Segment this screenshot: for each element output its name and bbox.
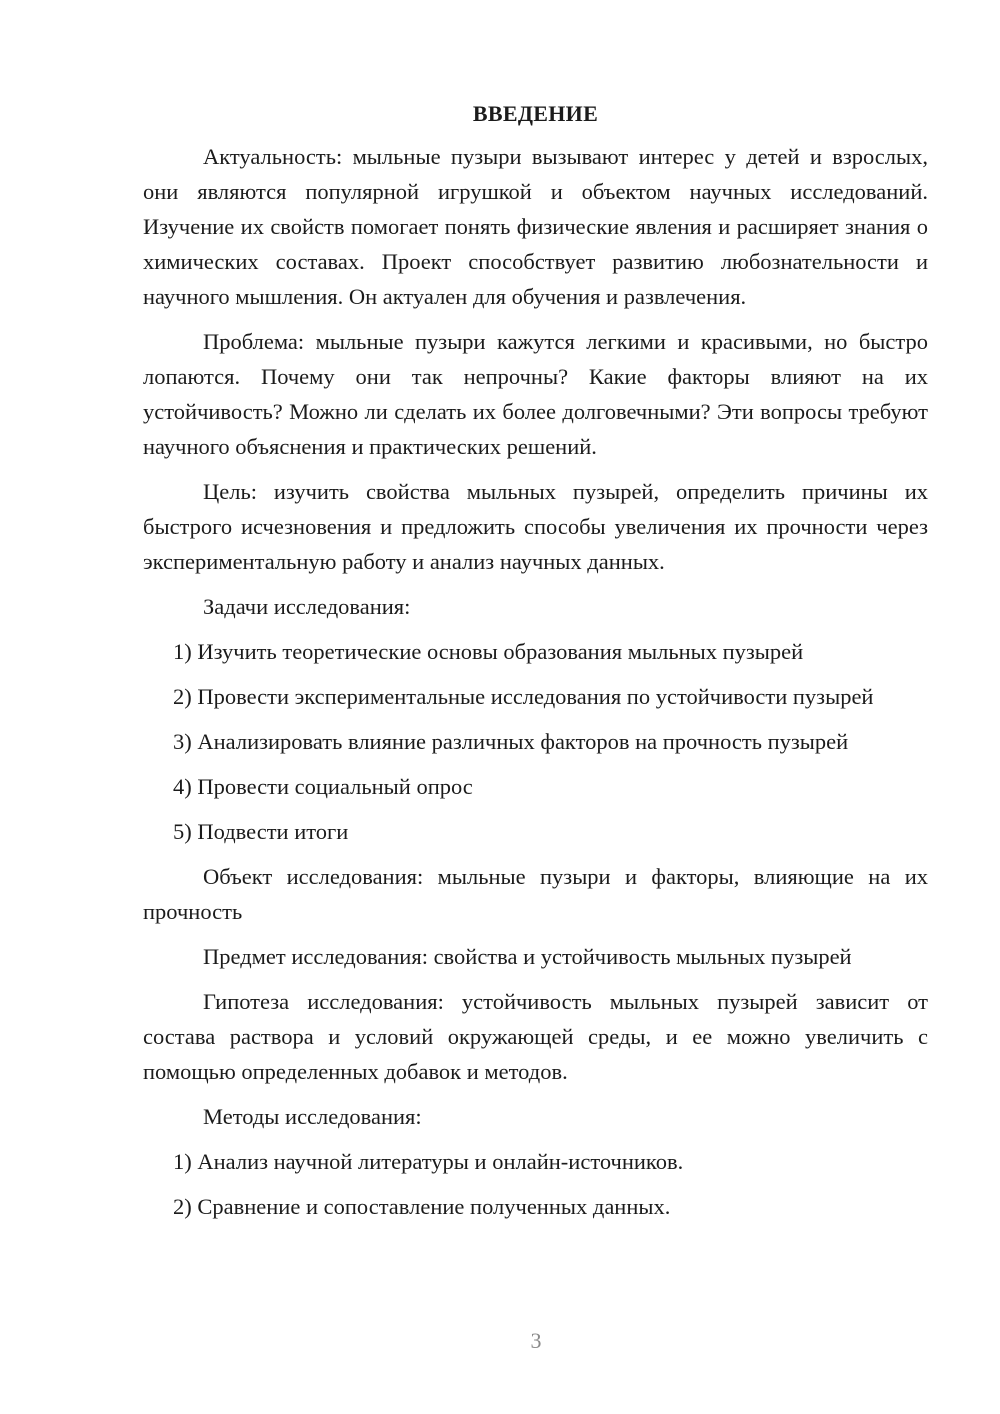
- goal-paragraph: Цель: изучить свойства мыльных пузырей, определить причины их быстрого исчезновения и предложить способы увеличения их прочности через экспериментальную работу и анализ научных данных.: [143, 479, 928, 574]
- method-item-2: 2) Сравнение и сопоставление полученных данных.: [173, 1194, 671, 1219]
- method-item-1: 1) Анализ научной литературы и онлайн-источников.: [173, 1149, 684, 1174]
- methods-heading: Методы исследования:: [203, 1104, 422, 1129]
- section-title: ВВЕДЕНИЕ: [472, 101, 599, 126]
- page-number: 3: [530, 1328, 542, 1353]
- relevance-paragraph: Актуальность: мыльные пузыри вызывают интерес у детей и взрослых, они являются популярной игрушкой и объектом научных исследований. Изучение их свойств помогает понять физические явления и расширяет знания о химических составах. Проект способствует развитию любознательности и научного мышления. Он актуален для обучения и развлечения.: [143, 144, 928, 309]
- object-paragraph: Объект исследования: мыльные пузыри и факторы, влияющие на их прочность: [143, 864, 928, 924]
- page-content: [143, 96, 928, 1234]
- task-item-1: 1) Изучить теоретические основы образования мыльных пузырей: [173, 639, 804, 664]
- subject-paragraph: Предмет исследования: свойства и устойчивость мыльных пузырей: [203, 944, 852, 969]
- hypothesis-paragraph: Гипотеза исследования: устойчивость мыльных пузырей зависит от состава раствора и условий окружающей среды, и ее можно увеличить с помощью определенных добавок и методов.: [143, 989, 928, 1084]
- task-item-4: 4) Провести социальный опрос: [173, 774, 473, 799]
- problem-paragraph: Проблема: мыльные пузыри кажутся легкими и красивыми, но быстро лопаются. Почему они так непрочны? Какие факторы влияют на их устойчивость? Можно ли сделать их более долговечными? Эти вопросы требуют научного объяснения и практических решений.: [143, 329, 928, 459]
- tasks-heading: Задачи исследования:: [203, 594, 411, 619]
- task-item-5: 5) Подвести итоги: [173, 819, 349, 844]
- task-item-3: 3) Анализировать влияние различных факторов на прочность пузырей: [173, 729, 849, 754]
- task-item-2: 2) Провести экспериментальные исследования по устойчивости пузырей: [173, 684, 874, 709]
